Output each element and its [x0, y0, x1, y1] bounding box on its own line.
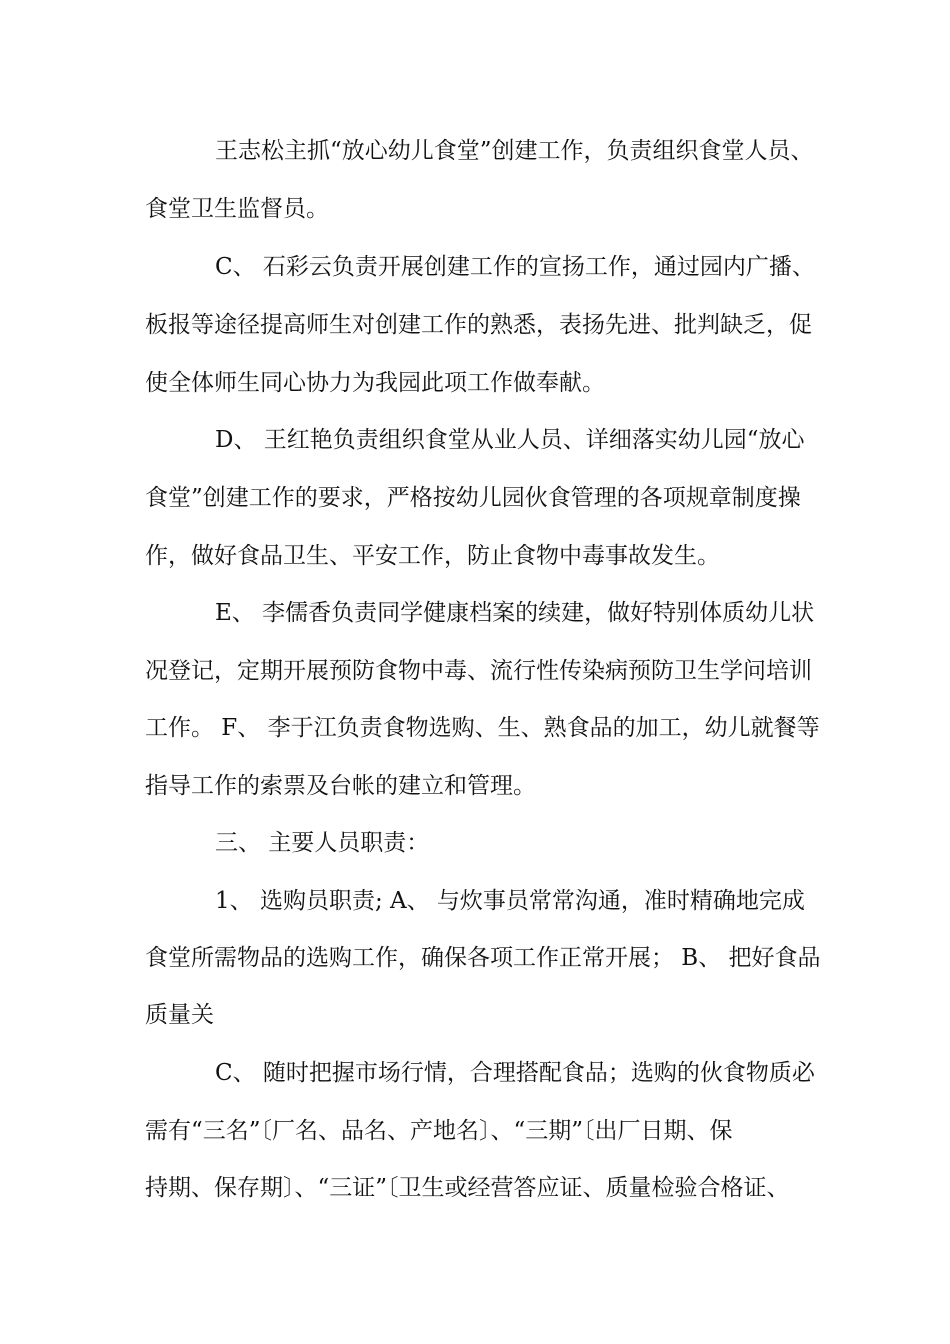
text-line-3: C、 石彩云负责开展创建工作的宣扬工作，通过园内广播、	[215, 254, 815, 280]
text-line-18: 需有“三名”〔厂名、品名、产地名〕、“三期”〔出厂日期、保	[145, 1118, 733, 1144]
text-line-10: 况登记，定期开展预防食物中毒、流行性传染病预防卫生学问培训	[145, 658, 812, 684]
text-line-12: 指导工作的索票及台帐的建立和管理。	[145, 773, 536, 799]
text-line-17: C、 随时把握市场行情，合理搭配食品；选购的伙食物质必	[215, 1060, 815, 1086]
text-line-16: 质量关	[145, 1002, 214, 1028]
text-line-5: 使全体师生同心协力为我园此项工作做奉献。	[145, 370, 605, 396]
text-line-9: E、 李儒香负责同学健康档案的续建，做好特别体质幼儿状	[215, 600, 815, 626]
text-line-1: 王志松主抓“放心幼儿食堂”创建工作，负责组织食堂人员、	[215, 138, 814, 164]
text-line-6: D、 王红艳负责组织食堂从业人员、详细落实幼儿园“放心	[215, 427, 805, 453]
text-line-8: 作，做好食品卫生、平安工作，防止食物中毒事故发生。	[145, 543, 720, 569]
text-line-19: 持期、保存期〕、“三证”〔卫生或经营答应证、质量检验合格证、	[145, 1175, 790, 1201]
text-line-15: 食堂所需物品的选购工作，确保各项工作正常开展； B、 把好食品	[145, 945, 821, 971]
text-line-7: 食堂”创建工作的要求，严格按幼儿园伙食管理的各项规章制度操	[145, 485, 801, 511]
text-line-2: 食堂卫生监督员。	[145, 196, 329, 222]
section-heading: 三、 主要人员职责：	[215, 830, 430, 856]
text-line-14: 1、 选购员职责; A、 与炊事员常常沟通，准时精确地完成	[215, 888, 805, 914]
text-line-11: 工作。 F、 李于江负责食物选购、生、熟食品的加工，幼儿就餐等	[145, 715, 820, 741]
text-line-4: 板报等途径提高师生对创建工作的熟悉，表扬先进、批判缺乏，促	[145, 312, 812, 338]
